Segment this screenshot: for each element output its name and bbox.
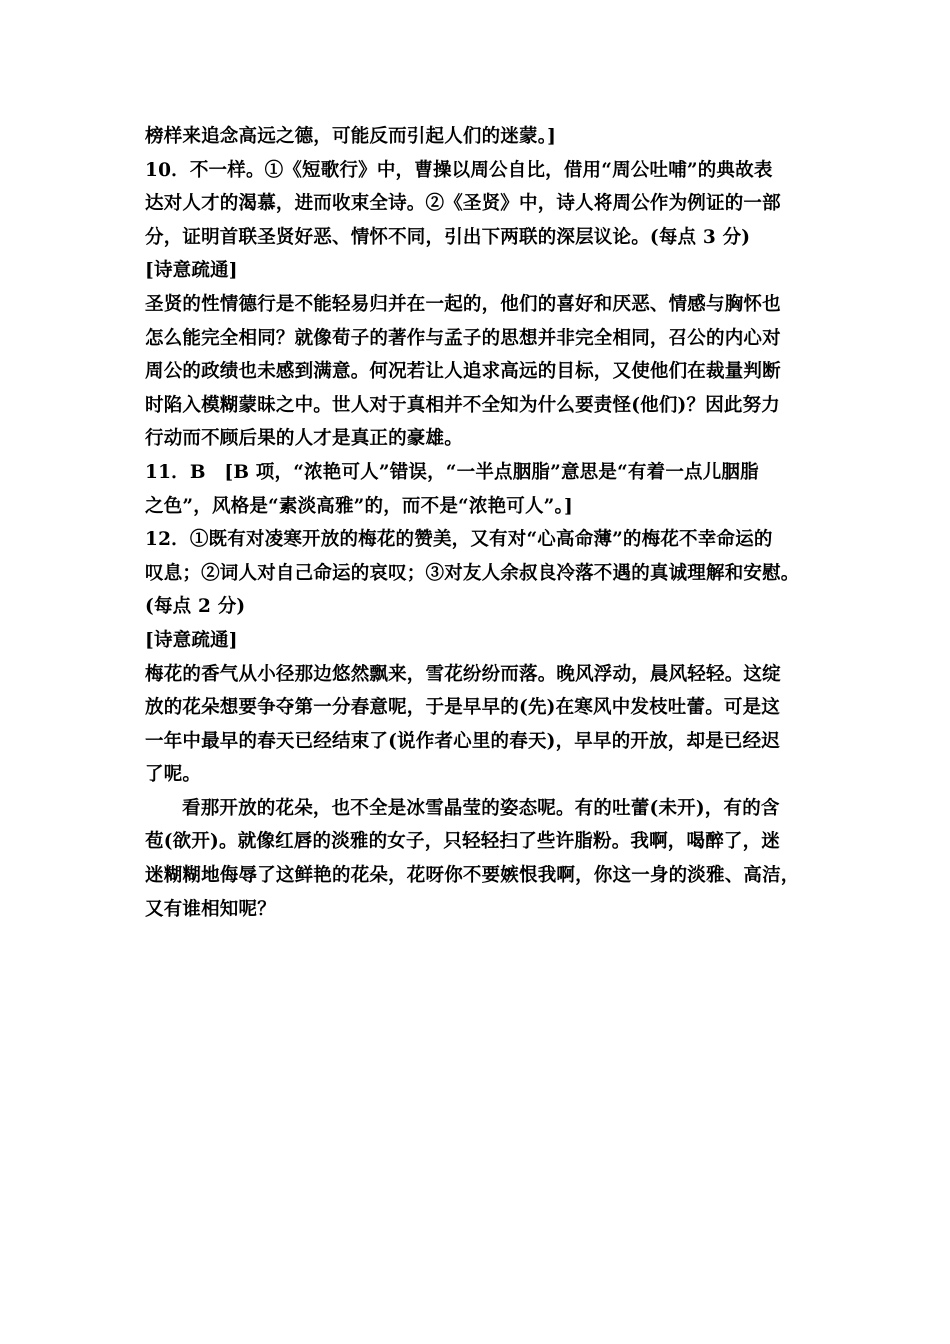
answer-10-line: 10．不一样。①《短歌行》中，曹操以周公自比，借用“周公吐哺”的典故表 <box>145 159 773 181</box>
text-line: 周公的政绩也未感到满意。何况若让人追求高远的目标，又使他们在裁量判断 <box>145 361 781 383</box>
text-line: 迷糊糊地侮辱了这鲜艳的花朵，花呀你不要嫉恨我啊，你这一身的淡雅、高洁， <box>145 865 800 887</box>
text-line: 怎么能完全相同？就像荀子的著作与孟子的思想并非完全相同，召公的内心对 <box>145 327 781 349</box>
text-line: 一年中最早的春天已经结束了(说作者心里的春天)，早早的开放，却是已经迟 <box>145 730 781 752</box>
text-line: 又有谁相知呢？ <box>145 898 276 920</box>
text-line: 之色”，风格是“素淡高雅”的，而不是“浓艳可人”。] <box>145 495 573 517</box>
text-line: 达对人才的渴慕，进而收束全诗。②《圣贤》中，诗人将周公作为例证的一部 <box>145 193 781 215</box>
text-line: 行动而不顾后果的人才是真正的豪雄。 <box>145 428 463 450</box>
text-line: 叹息；②词人对自己命运的哀叹；③对友人余叔良冷落不遇的真诚理解和安慰。 <box>145 562 800 584</box>
answer-11-line: 11．B [B 项，“浓艳可人”错误，“一半点胭脂”意思是“有着一点儿胭脂 <box>145 461 759 483</box>
text-line: 榜样来追念高远之德，可能反而引起人们的迷蒙。] <box>145 126 557 147</box>
text-line: 梅花的香气从小径那边悠然飘来，雪花纷纷而落。晚风浮动，晨风轻轻。这绽 <box>145 663 781 685</box>
text-line: (每点 2 分) <box>145 596 246 618</box>
document-page <box>145 120 825 926</box>
section-heading: [诗意疏通] <box>145 629 238 651</box>
answer-12-line: 12．①既有对凌寒开放的梅花的赞美，又有对“心高命薄”的梅花不幸命运的 <box>145 529 773 551</box>
text-line: 时陷入模糊蒙昧之中。世人对于真相并不全知为什么要责怪(他们)？因此努力 <box>145 394 781 416</box>
text-line: 放的花朵想要争夺第一分春意呢，于是早早的(先)在寒风中发枝吐蕾。可是这 <box>145 697 781 719</box>
section-heading: [诗意疏通] <box>145 260 238 282</box>
paragraph-indented-line: 看那开放的花朵，也不全是冰雪晶莹的姿态呢。有的吐蕾(未开)，有的含 <box>182 797 780 819</box>
text-line: 了呢。 <box>145 764 202 786</box>
text-line: 苞(欲开)。就像红唇的淡雅的女子，只轻轻扫了些许脂粉。我啊，喝醉了，迷 <box>145 831 781 853</box>
text-line: 分，证明首联圣贤好恶、情怀不同，引出下两联的深层议论。(每点 3 分) <box>145 226 751 248</box>
text-line: 圣贤的性情德行是不能轻易归并在一起的，他们的喜好和厌恶、情感与胸怀也 <box>145 293 781 315</box>
